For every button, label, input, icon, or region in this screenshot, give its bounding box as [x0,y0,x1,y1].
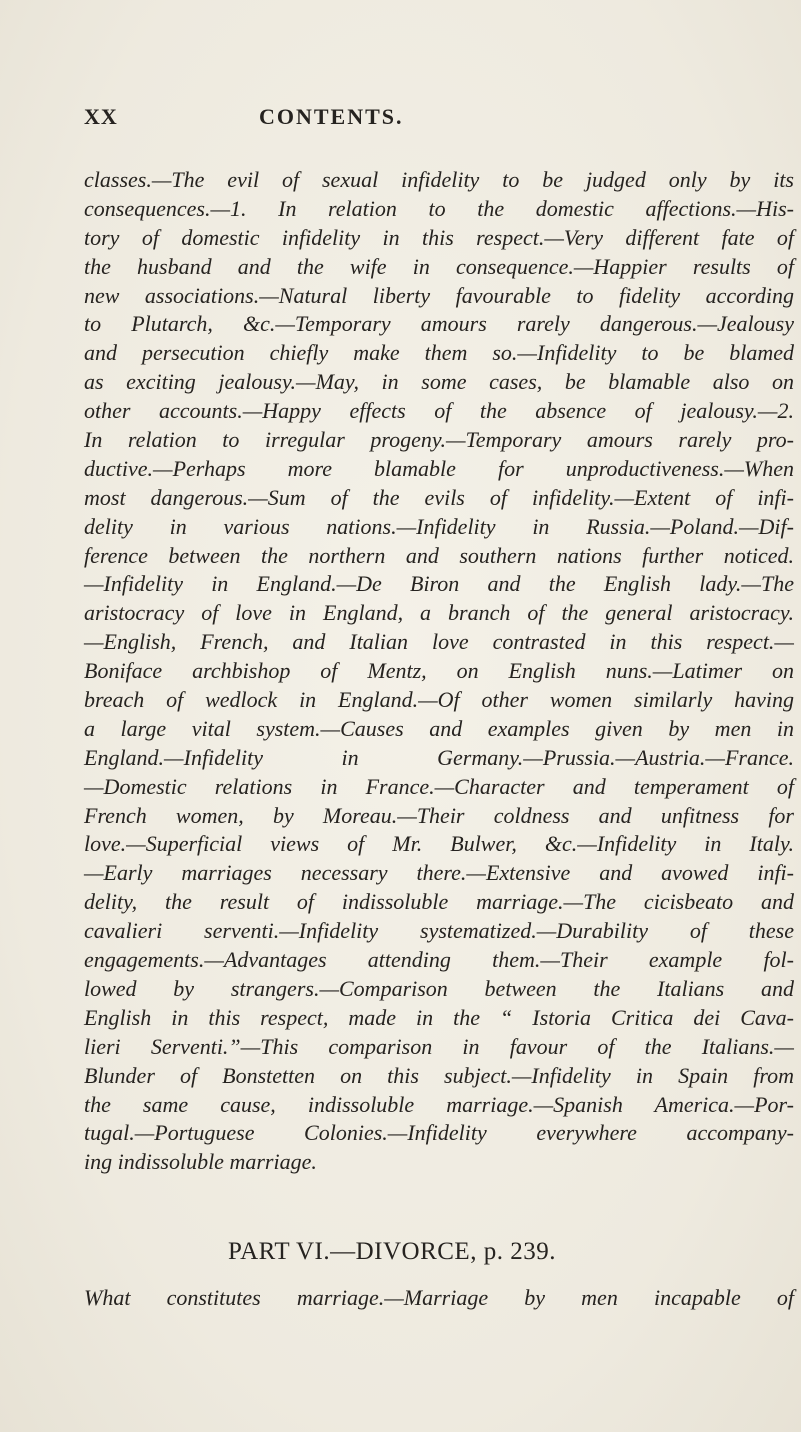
text-line: French women, by Moreau.—Their coldness and unfitness for [84,802,794,828]
text-line: Blunder of Bonstetten on this subject.—Infidelity in Spain from [84,1062,794,1088]
running-head [84,104,684,134]
contents-paragraph [84,166,794,1177]
text-line: lowed by strangers.—Comparison between the Italians and [84,975,794,1001]
text-line: aristocracy of love in England, a branch of the general aristocracy. [84,600,794,626]
text-line: delity, the result of indissoluble marriage.—The cicisbeato and [84,889,794,915]
text-line: consequences.—1. In relation to the domestic affections.—His- [84,195,794,221]
text-line: What constitutes marriage.—Marriage by men incapable of [84,1285,794,1310]
text-line: other accounts.—Happy effects of the absence of jealousy.—2. [84,398,794,424]
text-line: cavalieri serventi.—Infidelity systematized.—Durability of these [84,918,794,944]
page-title: CONTENTS. [259,104,404,129]
text-line: classes.—The evil of sexual infidelity to be judged only by its [84,167,794,192]
page-number: XX [84,104,118,129]
text-line: love.—Superficial views of Mr. Bulwer, &c.—Infidelity in Italy. [84,831,794,857]
text-line: lieri Serventi.”—This comparison in favour of the Italians.— [84,1033,794,1059]
text-line: ductive.—Perhaps more blamable for unproductiveness.—When [84,455,794,481]
text-line: the husband and the wife in consequence.—Happier results of [84,253,794,279]
text-line: In relation to irregular progeny.—Temporary amours rarely pro- [84,427,794,453]
text-line: ference between the northern and southern nations further noticed. [84,542,794,568]
text-line: —English, French, and Italian love contrasted in this respect.— [84,629,794,655]
text-line: English in this respect, made in the “ Istoria Critica dei Cava- [84,1004,794,1030]
text-line: engagements.—Advantages attending them.—Their example fol- [84,947,794,973]
part-heading: PART VI.—DIVORCE, p. 239. [228,1238,556,1265]
text-line: tory of domestic infidelity in this respect.—Very different fate of [84,224,794,250]
text-line: tugal.—Portuguese Colonies.—Infidelity everywhere accompany- [84,1120,794,1146]
text-line: —Early marriages necessary there.—Extensive and avowed infi- [84,860,794,886]
text-line: —Domestic relations in France.—Character and temperament of [84,773,794,799]
text-line: new associations.—Natural liberty favourable to fidelity according [84,282,794,308]
text-line: a large vital system.—Causes and examples given by men in [84,715,794,741]
text-line: England.—Infidelity in Germany.—Prussia.—Austria.—France. [84,744,794,770]
text-line: breach of wedlock in England.—Of other women similarly having [84,687,794,713]
text-line: the same cause, indissoluble marriage.—Spanish America.—Por- [84,1091,794,1117]
text-line: Boniface archbishop of Mentz, on English nuns.—Latimer on [84,658,794,684]
text-line: ing indissoluble marriage. [84,1149,317,1175]
text-line: and persecution chiefly make them so.—Infidelity to be blamed [84,340,794,366]
text-line: as exciting jealousy.—May, in some cases, be blamable also on [84,369,794,395]
text-line: delity in various nations.—Infidelity in Russia.—Poland.—Dif- [84,513,794,539]
text-line: to Plutarch, &c.—Temporary amours rarely dangerous.—Jealousy [84,311,794,337]
text-line: most dangerous.—Sum of the evils of infidelity.—Extent of infi- [84,484,794,510]
text-line: —Infidelity in England.—De Biron and the English lady.—The [84,571,794,597]
